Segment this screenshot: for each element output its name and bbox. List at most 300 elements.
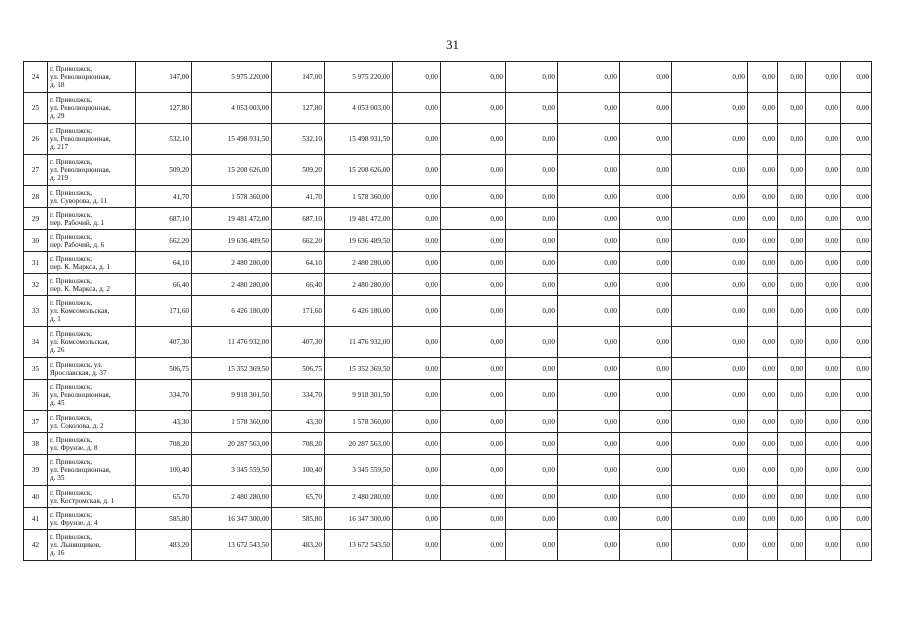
value-cell: 2 480 280,00: [192, 252, 272, 274]
address-line: г. Приволжск,: [50, 488, 93, 497]
value-cell: 0,00: [778, 296, 806, 327]
value-cell: 6 426 180,00: [325, 296, 393, 327]
value-cell: 0,00: [672, 358, 748, 380]
value-cell: 0,00: [806, 186, 841, 208]
value-cell: 0,00: [393, 380, 441, 411]
value-cell: 0,00: [393, 530, 441, 561]
row-number: 37: [24, 411, 48, 433]
value-cell: 0,00: [841, 508, 872, 530]
value-cell: 0,00: [806, 230, 841, 252]
value-cell: 0,00: [506, 358, 558, 380]
value-cell: 0,00: [806, 486, 841, 508]
value-cell: 0,00: [841, 230, 872, 252]
address-cell: [48, 455, 136, 486]
value-cell: 0,00: [441, 208, 506, 230]
value-cell: 0,00: [748, 327, 778, 358]
address-line: д. 1: [50, 315, 61, 323]
row-number: 32: [24, 274, 48, 296]
address-cell: [48, 230, 136, 252]
value-cell: 532,10: [136, 124, 192, 155]
value-cell: 0,00: [506, 380, 558, 411]
address-cell: [48, 530, 136, 561]
value-cell: 0,00: [778, 411, 806, 433]
address-line: г. Приволжск,: [50, 510, 93, 519]
value-cell: 509,20: [136, 155, 192, 186]
value-cell: 0,00: [620, 252, 672, 274]
value-cell: 0,00: [778, 124, 806, 155]
value-cell: 19 481 472,00: [192, 208, 272, 230]
value-cell: 0,00: [806, 124, 841, 155]
address-line: д. 16: [50, 549, 65, 557]
value-cell: 0,00: [558, 274, 620, 296]
address-line: г. Приволжск,: [50, 533, 93, 541]
value-cell: 0,00: [506, 155, 558, 186]
value-cell: 66,40: [136, 274, 192, 296]
row-number: 41: [24, 508, 48, 530]
value-cell: 66,40: [272, 274, 325, 296]
value-cell: 0,00: [748, 155, 778, 186]
value-cell: 0,00: [558, 93, 620, 124]
table-row: [24, 486, 872, 508]
table-row: [24, 358, 872, 380]
row-number: 36: [24, 380, 48, 411]
value-cell: 0,00: [506, 530, 558, 561]
value-cell: 0,00: [441, 296, 506, 327]
value-cell: 0,00: [778, 274, 806, 296]
value-cell: 334,70: [136, 380, 192, 411]
value-cell: 0,00: [506, 296, 558, 327]
value-cell: 100,40: [136, 455, 192, 486]
table-row: [24, 411, 872, 433]
address-line: г. Приволжск,: [50, 127, 93, 135]
value-cell: 0,00: [620, 411, 672, 433]
value-cell: 0,00: [672, 274, 748, 296]
address-line: д. 45: [50, 399, 65, 407]
table-row: [24, 380, 872, 411]
value-cell: 0,00: [806, 62, 841, 93]
value-cell: 0,00: [558, 327, 620, 358]
value-cell: 147,00: [272, 62, 325, 93]
value-cell: 6 426 180,00: [192, 296, 272, 327]
value-cell: 0,00: [672, 230, 748, 252]
value-cell: 334,70: [272, 380, 325, 411]
value-cell: 0,00: [393, 455, 441, 486]
value-cell: 0,00: [620, 124, 672, 155]
value-cell: 0,00: [748, 486, 778, 508]
row-number: 28: [24, 186, 48, 208]
value-cell: 19 481 472,00: [325, 208, 393, 230]
value-cell: 0,00: [620, 296, 672, 327]
address-line: г. Приволжск,: [50, 299, 93, 307]
address-line: ул. Фрунзе, д. 4: [50, 518, 98, 527]
value-cell: 147,00: [136, 62, 192, 93]
value-cell: 65,70: [272, 486, 325, 508]
value-cell: 0,00: [441, 455, 506, 486]
value-cell: 0,00: [506, 186, 558, 208]
address-line: г. Приволжск,: [50, 330, 93, 338]
value-cell: 0,00: [806, 380, 841, 411]
value-cell: 0,00: [672, 530, 748, 561]
table-row: [24, 208, 872, 230]
value-cell: 1 578 360,00: [192, 411, 272, 433]
value-cell: 0,00: [620, 327, 672, 358]
value-cell: 1 578 360,00: [192, 186, 272, 208]
value-cell: 41,70: [136, 186, 192, 208]
value-cell: 0,00: [748, 358, 778, 380]
address-line: г. Приволжск, ул.: [50, 360, 103, 369]
value-cell: 5 975 220,00: [192, 62, 272, 93]
value-cell: 0,00: [778, 433, 806, 455]
address-line: д. 217: [50, 143, 69, 151]
value-cell: 0,00: [393, 252, 441, 274]
address-cell: [48, 62, 136, 93]
table-row: [24, 62, 872, 93]
value-cell: 0,00: [506, 455, 558, 486]
value-cell: 0,00: [558, 358, 620, 380]
value-cell: 0,00: [558, 433, 620, 455]
value-cell: 0,00: [841, 433, 872, 455]
address-line: ул. Фрунзе, д. 8: [50, 443, 98, 452]
value-cell: 43,30: [272, 411, 325, 433]
value-cell: 0,00: [748, 93, 778, 124]
value-cell: 483,20: [136, 530, 192, 561]
value-cell: 2 480 280,00: [325, 274, 393, 296]
value-cell: 0,00: [672, 62, 748, 93]
value-cell: 0,00: [441, 62, 506, 93]
address-line: ул. Соколова, д. 2: [50, 421, 104, 430]
value-cell: 0,00: [778, 155, 806, 186]
value-cell: 687,10: [136, 208, 192, 230]
table-row: [24, 327, 872, 358]
value-cell: 0,00: [506, 62, 558, 93]
value-cell: 11 476 932,00: [192, 327, 272, 358]
value-cell: 483,20: [272, 530, 325, 561]
row-number: 24: [24, 62, 48, 93]
value-cell: 0,00: [806, 433, 841, 455]
address-line: г. Приволжск,: [50, 210, 93, 219]
value-cell: 0,00: [620, 62, 672, 93]
address-line: ул. Революционная,: [50, 73, 111, 81]
value-cell: 4 053 003,00: [192, 93, 272, 124]
value-cell: 585,80: [272, 508, 325, 530]
value-cell: 0,00: [393, 93, 441, 124]
address-line: г. Приволжск,: [50, 383, 93, 391]
value-cell: 1 578 360,00: [325, 411, 393, 433]
value-cell: 19 636 489,50: [325, 230, 393, 252]
value-cell: 0,00: [806, 411, 841, 433]
value-cell: 532,10: [272, 124, 325, 155]
row-number: 35: [24, 358, 48, 380]
value-cell: 0,00: [748, 530, 778, 561]
value-cell: 0,00: [506, 411, 558, 433]
value-cell: 15 208 626,00: [325, 155, 393, 186]
value-cell: 0,00: [778, 93, 806, 124]
address-line: пер. Рабочий, д. 6: [50, 240, 105, 249]
value-cell: 687,10: [272, 208, 325, 230]
value-cell: 0,00: [841, 93, 872, 124]
address-line: д. 35: [50, 474, 65, 482]
address-line: ул. Революционная,: [50, 466, 111, 474]
value-cell: 0,00: [806, 358, 841, 380]
value-cell: 0,00: [672, 124, 748, 155]
value-cell: 0,00: [748, 411, 778, 433]
value-cell: 15 498 931,50: [192, 124, 272, 155]
value-cell: 0,00: [506, 486, 558, 508]
value-cell: 0,00: [393, 155, 441, 186]
value-cell: 0,00: [672, 455, 748, 486]
value-cell: 0,00: [506, 230, 558, 252]
value-cell: 0,00: [841, 155, 872, 186]
table-row: [24, 124, 872, 155]
value-cell: 708,20: [136, 433, 192, 455]
value-cell: 0,00: [441, 358, 506, 380]
value-cell: 15 352 369,50: [325, 358, 393, 380]
address-line: г. Приволжск,: [50, 413, 93, 422]
value-cell: 0,00: [841, 62, 872, 93]
value-cell: 0,00: [620, 486, 672, 508]
value-cell: 0,00: [620, 380, 672, 411]
value-cell: 0,00: [441, 327, 506, 358]
row-number: 27: [24, 155, 48, 186]
value-cell: 509,20: [272, 155, 325, 186]
value-cell: 0,00: [806, 274, 841, 296]
address-line: г. Приволжск,: [50, 254, 93, 263]
value-cell: 0,00: [441, 155, 506, 186]
value-cell: 2 480 280,00: [325, 486, 393, 508]
value-cell: 0,00: [841, 455, 872, 486]
value-cell: 0,00: [558, 155, 620, 186]
value-cell: 0,00: [558, 508, 620, 530]
value-cell: 0,00: [841, 358, 872, 380]
value-cell: 0,00: [841, 327, 872, 358]
value-cell: 4 053 003,00: [325, 93, 393, 124]
value-cell: 506,75: [272, 358, 325, 380]
address-cell: [48, 380, 136, 411]
value-cell: 2 480 280,00: [192, 274, 272, 296]
value-cell: 0,00: [806, 252, 841, 274]
value-cell: 0,00: [748, 296, 778, 327]
address-line: ул. Льнянщиков,: [50, 541, 101, 549]
value-cell: 9 918 301,50: [192, 380, 272, 411]
value-cell: 171,60: [136, 296, 192, 327]
value-cell: 0,00: [841, 124, 872, 155]
value-cell: 0,00: [558, 380, 620, 411]
row-number: 30: [24, 230, 48, 252]
value-cell: 0,00: [748, 508, 778, 530]
address-line: г. Приволжск,: [50, 458, 93, 466]
table-row: [24, 296, 872, 327]
value-cell: 0,00: [558, 530, 620, 561]
value-cell: 13 672 543,50: [325, 530, 393, 561]
value-cell: 2 480 280,00: [192, 486, 272, 508]
value-cell: 0,00: [748, 230, 778, 252]
value-cell: 0,00: [620, 433, 672, 455]
value-cell: 0,00: [558, 252, 620, 274]
row-number: 39: [24, 455, 48, 486]
value-cell: 0,00: [806, 93, 841, 124]
row-number: 33: [24, 296, 48, 327]
value-cell: 100,40: [272, 455, 325, 486]
value-cell: 0,00: [506, 433, 558, 455]
value-cell: 0,00: [748, 124, 778, 155]
value-cell: 0,00: [620, 208, 672, 230]
value-cell: 0,00: [806, 455, 841, 486]
address-cell: [48, 433, 136, 455]
value-cell: 0,00: [620, 155, 672, 186]
address-line: пер. К. Маркса, д. 2: [50, 284, 111, 293]
value-cell: 16 347 300,00: [192, 508, 272, 530]
table-row: [24, 186, 872, 208]
address-line: г. Приволжск,: [50, 96, 93, 104]
value-cell: 64,10: [136, 252, 192, 274]
address-line: ул. Революционная,: [50, 166, 111, 174]
value-cell: 0,00: [441, 508, 506, 530]
table-row: [24, 455, 872, 486]
value-cell: 0,00: [778, 530, 806, 561]
value-cell: 0,00: [672, 252, 748, 274]
value-cell: 20 287 563,00: [325, 433, 393, 455]
value-cell: 0,00: [506, 124, 558, 155]
value-cell: 0,00: [841, 252, 872, 274]
value-cell: 171,60: [272, 296, 325, 327]
address-line: ул. Комсомольская,: [50, 307, 110, 315]
row-number: 34: [24, 327, 48, 358]
value-cell: 0,00: [748, 62, 778, 93]
value-cell: 127,80: [272, 93, 325, 124]
value-cell: 0,00: [393, 124, 441, 155]
value-cell: 0,00: [441, 486, 506, 508]
address-line: г. Приволжск,: [50, 65, 93, 73]
address-cell: [48, 93, 136, 124]
value-cell: 0,00: [558, 411, 620, 433]
value-cell: 0,00: [558, 230, 620, 252]
table-row: [24, 508, 872, 530]
address-line: д. 219: [50, 174, 69, 182]
row-number: 26: [24, 124, 48, 155]
value-cell: 0,00: [672, 411, 748, 433]
value-cell: 13 672 543,50: [192, 530, 272, 561]
value-cell: 0,00: [558, 124, 620, 155]
address-line: ул. Революционная,: [50, 104, 111, 112]
value-cell: 0,00: [441, 230, 506, 252]
value-cell: 0,00: [506, 93, 558, 124]
value-cell: 407,30: [272, 327, 325, 358]
value-cell: 2 480 280,00: [325, 252, 393, 274]
value-cell: 127,80: [136, 93, 192, 124]
address-line: ул. Суворова, д. 11: [50, 196, 108, 205]
address-line: г. Приволжск,: [50, 158, 93, 166]
address-line: д. 29: [50, 112, 65, 120]
value-cell: 0,00: [620, 455, 672, 486]
table-row: [24, 530, 872, 561]
value-cell: 0,00: [841, 186, 872, 208]
value-cell: 9 918 301,50: [325, 380, 393, 411]
value-cell: 0,00: [506, 508, 558, 530]
value-cell: 0,00: [672, 327, 748, 358]
table-row: [24, 155, 872, 186]
address-cell: [48, 296, 136, 327]
value-cell: 0,00: [393, 208, 441, 230]
value-cell: 0,00: [558, 208, 620, 230]
value-cell: 708,20: [272, 433, 325, 455]
value-cell: 0,00: [441, 433, 506, 455]
value-cell: 65,70: [136, 486, 192, 508]
address-line: ул. Революционная,: [50, 135, 111, 143]
value-cell: 585,80: [136, 508, 192, 530]
address-line: д. 18: [50, 81, 65, 89]
value-cell: 0,00: [393, 508, 441, 530]
row-number: 29: [24, 208, 48, 230]
value-cell: 0,00: [393, 296, 441, 327]
value-cell: 0,00: [806, 155, 841, 186]
value-cell: 0,00: [393, 230, 441, 252]
value-cell: 0,00: [841, 411, 872, 433]
value-cell: 11 476 932,00: [325, 327, 393, 358]
value-cell: 43,30: [136, 411, 192, 433]
value-cell: 0,00: [441, 411, 506, 433]
value-cell: 0,00: [841, 380, 872, 411]
value-cell: 20 287 563,00: [192, 433, 272, 455]
value-cell: 0,00: [841, 208, 872, 230]
value-cell: 0,00: [748, 433, 778, 455]
value-cell: 0,00: [748, 208, 778, 230]
row-number: 31: [24, 252, 48, 274]
row-number: 40: [24, 486, 48, 508]
value-cell: 0,00: [441, 186, 506, 208]
value-cell: 0,00: [778, 486, 806, 508]
value-cell: 0,00: [841, 486, 872, 508]
table-row: [24, 252, 872, 274]
address-line: г. Приволжск,: [50, 435, 93, 444]
address-line: г. Приволжск,: [50, 188, 93, 197]
address-cell: [48, 124, 136, 155]
value-cell: 0,00: [672, 208, 748, 230]
value-cell: 0,00: [393, 62, 441, 93]
value-cell: 0,00: [806, 327, 841, 358]
row-number: 25: [24, 93, 48, 124]
table-row: [24, 230, 872, 252]
address-cell: [48, 486, 136, 508]
value-cell: 0,00: [620, 230, 672, 252]
value-cell: 1 578 360,00: [325, 186, 393, 208]
value-cell: 41,70: [272, 186, 325, 208]
value-cell: 0,00: [748, 455, 778, 486]
address-line: ул. Комсомольская,: [50, 338, 110, 346]
value-cell: 0,00: [806, 530, 841, 561]
value-cell: 0,00: [558, 62, 620, 93]
address-line: ул. Революционная,: [50, 391, 111, 399]
address-line: д. 26: [50, 346, 65, 354]
table-row: [24, 433, 872, 455]
value-cell: 0,00: [806, 508, 841, 530]
value-cell: 0,00: [620, 508, 672, 530]
value-cell: 0,00: [393, 327, 441, 358]
address-cell: [48, 274, 136, 296]
value-cell: 0,00: [672, 380, 748, 411]
address-line: г. Приволжск,: [50, 232, 93, 241]
value-cell: 0,00: [506, 327, 558, 358]
address-line: пер. Рабочий, д. 1: [50, 218, 105, 227]
value-cell: 0,00: [672, 486, 748, 508]
value-cell: 0,00: [393, 486, 441, 508]
value-cell: 0,00: [748, 274, 778, 296]
value-cell: 0,00: [806, 208, 841, 230]
row-number: 38: [24, 433, 48, 455]
value-cell: 0,00: [441, 380, 506, 411]
page-number: 31: [446, 37, 459, 52]
value-cell: 0,00: [778, 208, 806, 230]
value-cell: 0,00: [748, 380, 778, 411]
